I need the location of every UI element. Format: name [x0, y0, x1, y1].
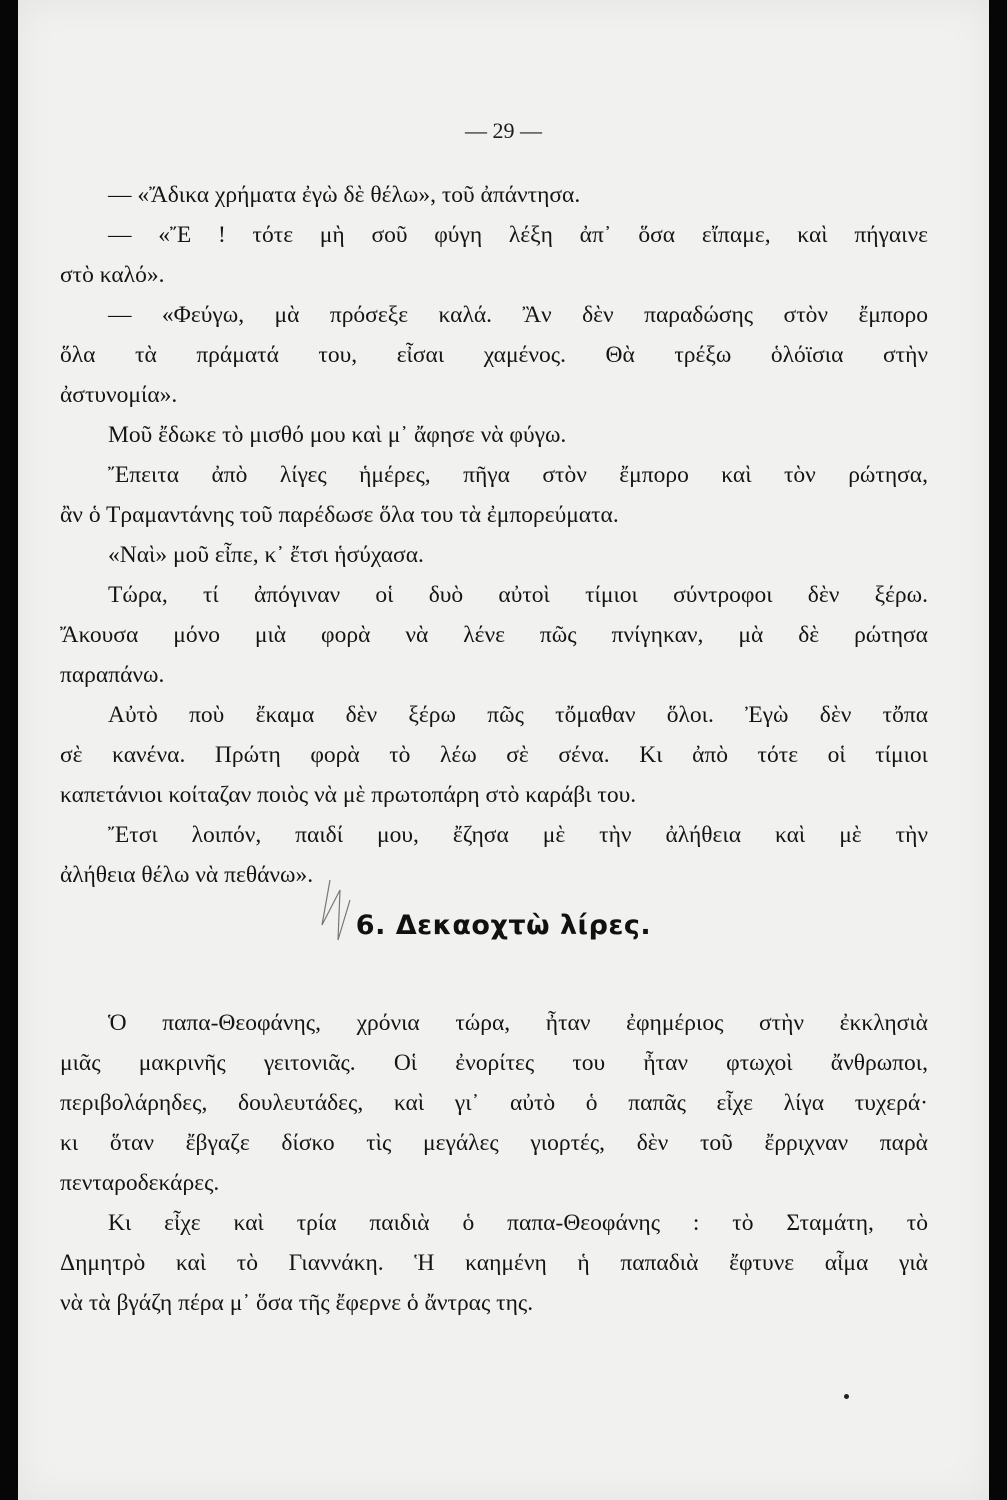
paragraph — [60, 215, 928, 295]
page-number: — 29 — — [465, 118, 542, 143]
text-line: σὲ κανένα. Πρώτη φορὰ τὸ λέω σὲ σένα. Κι ἀπὸ τότε οἱ τίμιοι — [60, 742, 928, 768]
text-line: — «Ἔ ! τότε μὴ σοῦ φύγη λέξη ἀπ᾿ ὅσα εἴπαμε, καὶ πήγαινε — [108, 222, 928, 248]
text-line: Ἔπειτα ἀπὸ λίγες ἡμέρες, πῆγα στὸν ἔμπορο καὶ τὸν ρώτησα, — [108, 462, 928, 488]
paragraph — [60, 815, 928, 895]
paragraph — [60, 695, 928, 815]
paragraph — [60, 1203, 928, 1323]
text-line: ὅλα τὰ πράματά του, εἶσαι χαμένος. Θὰ τρέξω ὁλόϊσια στὴν — [60, 342, 928, 368]
text-line: περιβολάρηδες, δουλευτάδες, καὶ γι᾿ αὐτὸ ὁ παπᾶς εἶχε λίγα τυχερά· — [60, 1090, 928, 1116]
paragraph — [60, 535, 928, 575]
text-line: κι ὅταν ἔβγαζε δίσκο τὶς μεγάλες γιορτές, δὲν τοῦ ἔρριχναν παρὰ — [60, 1130, 928, 1156]
text-line: στὸ καλό». — [60, 262, 165, 288]
text-line: «Ναὶ» μοῦ εἶπε, κ᾿ ἔτσι ἡσύχασα. — [108, 542, 424, 568]
paragraph — [60, 575, 928, 695]
text-line: νὰ τὰ βγάζη πέρα μ᾿ ὅσα τῆς ἔφερνε ὁ ἄντρας της. — [60, 1290, 534, 1316]
text-line: — «Ἄδικα χρήματα ἐγὼ δὲ θέλω», τοῦ ἀπάντησα. — [108, 182, 581, 208]
text-line: Ἄκουσα μόνο μιὰ φορὰ νὰ λένε πῶς πνίγηκαν, μὰ δὲ ρώτησα — [60, 622, 928, 648]
text-line: Δημητρὸ καὶ τὸ Γιαννάκη. Ἡ καημένη ἡ παπαδιὰ ἔφτυνε αἷμα γιὰ — [60, 1250, 928, 1276]
body-text-bottom — [60, 1003, 928, 1323]
paragraph — [60, 295, 928, 415]
paragraph — [60, 1003, 928, 1203]
paragraph — [60, 415, 928, 455]
text-line: — «Φεύγω, μὰ πρόσεξε καλά. Ἂν δὲν παραδώσης στὸν ἔμπορο — [108, 302, 928, 328]
section-heading: 6. Δεκαοχτὼ λίρες. — [355, 910, 652, 941]
text-line: Τώρα, τί ἀπόγιναν οἱ δυὸ αὐτοὶ τίμιοι σύντροφοι δὲν ξέρω. — [108, 582, 928, 608]
text-line: Κι εἶχε καὶ τρία παιδιὰ ὁ παπα-Θεοφάνης : τὸ Σταμάτη, τὸ — [108, 1210, 928, 1236]
text-line: ἀλήθεια θέλω νὰ πεθάνω». — [60, 862, 314, 888]
body-text-top — [60, 175, 928, 895]
text-line: Αὐτὸ ποὺ ἔκαμα δὲν ξέρω πῶς τὄμαθαν ὅλοι. Ἐγὼ δὲν τὄπα — [108, 702, 928, 728]
text-line: Μοῦ ἔδωκε τὸ μισθό μου καὶ μ᾿ ἄφησε νὰ φύγω. — [108, 422, 567, 448]
text-line: παραπάνω. — [60, 662, 165, 688]
text-line: Ὁ παπα-Θεοφάνης, χρόνια τώρα, ἦταν ἐφημέριος στὴν ἐκκλησιὰ — [108, 1010, 928, 1036]
text-line: ἀστυνομία». — [60, 382, 178, 408]
paragraph — [60, 455, 928, 535]
text-line: ἂν ὁ Τραμαντάνης τοῦ παρέδωσε ὅλα του τὰ ἐμπορεύματα. — [60, 502, 619, 528]
ink-dot — [844, 1394, 849, 1399]
paragraph — [60, 175, 928, 215]
text-line: Ἔτσι λοιπόν, παιδί μου, ἔζησα μὲ τὴν ἀλήθεια καὶ μὲ τὴν — [108, 822, 928, 848]
text-line: μιᾶς μακρινῆς γειτονιᾶς. Οἱ ἐνορίτες του ἦταν φτωχοὶ ἄνθρωποι, — [60, 1050, 928, 1076]
book-page — [18, 0, 989, 1500]
text-line: καπετάνιοι κοίταζαν ποιὸς νὰ μὲ πρωτοπάρη στὸ καράβι του. — [60, 782, 637, 808]
text-line: πενταροδεκάρες. — [60, 1170, 220, 1196]
